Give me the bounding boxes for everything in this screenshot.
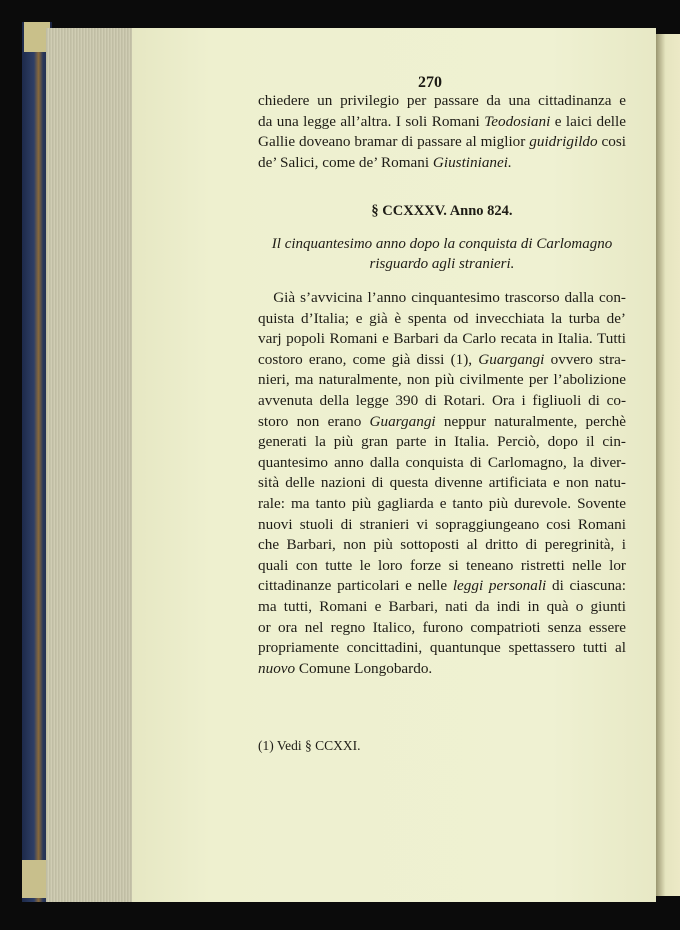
text-segment: sità delle nazioni di questa divenne artificiata e non natu- [258, 474, 626, 492]
text-segment: ma tutti, Romani e Barbari, nati da indi in quà o giunti [258, 597, 626, 615]
text-segment: quali con tutte le loro forze si teneano ristretti nelle lor [258, 556, 626, 574]
text-segment: Già s’avvicina l’anno cinquantesimo trascorso dalla con- [258, 289, 626, 306]
text-line [258, 91, 626, 112]
text-segment: ovvero stra- [544, 350, 626, 368]
section-heading: § CCXXXV. Anno 824. [371, 203, 513, 219]
text-segment: de’ Salici, come de’ Romani [258, 153, 433, 171]
footnote: (1) Vedi § CCXXI. [258, 738, 361, 753]
text-segment: propriamente concittadini, quantunque spettassero tutti al [258, 639, 626, 657]
text-segment: che Barbari, non più sottoposti al dritto di peregrinità, i [258, 536, 626, 554]
text-segment: storo non erano [258, 412, 370, 430]
text-line [258, 112, 626, 133]
text-segment: e laici delle [550, 112, 626, 130]
text-segment: cittadinanze particolari e nelle [258, 577, 453, 595]
text-segment: chiedere un privilegio per passare da una cittadinanza e [258, 92, 626, 109]
text-line [258, 432, 626, 453]
text-segment: di ciascuna: [546, 577, 626, 595]
text-line [258, 288, 626, 309]
text-segment: rale: ma tanto più gagliarda e tanto più durevole. Sovente [258, 494, 626, 512]
text-segment: generati la più gran parte in Italia. Perciò, dopo il cin- [258, 433, 626, 451]
italic-text: guidrigildo [529, 133, 598, 151]
subtitle-line-1: Il cinquantesimo anno dopo la conquista di Carlomagno [271, 236, 613, 252]
text-segment: quantesimo anno dalla conquista di Carlomagno, la diver- [258, 453, 626, 471]
text-line [258, 153, 626, 174]
top-paragraph [258, 91, 626, 173]
text-segment: Comune Longobardo. [295, 659, 433, 677]
text-segment: varj popoli Romani e Barbari da Carlo recata in Italia. Tutti [258, 330, 626, 348]
text-line [258, 515, 626, 536]
italic-text: nuovo [258, 659, 296, 677]
text-line [258, 618, 626, 639]
cover-corner-bottom [22, 860, 48, 898]
text-line [258, 535, 626, 556]
italic-text: Guargangi [478, 350, 545, 368]
italic-text: Teodosiani [484, 112, 551, 130]
text-line [258, 494, 626, 515]
text-line [258, 556, 626, 577]
text-segment: neppur naturalmente, perchè [435, 412, 626, 430]
text-segment: da una legge all’altra. I soli Romani [258, 112, 485, 130]
text-segment: nieri, ma naturalmente, non più civilmente per l’abolizione [258, 371, 626, 389]
text-line [258, 473, 626, 494]
text-line [258, 638, 626, 659]
page-number: 270 [418, 74, 442, 91]
text-segment: quista d’Italia; e già è spenta od invecchiata la turba de’ [258, 309, 626, 327]
text-line [258, 412, 626, 433]
section-subtitle [258, 234, 626, 274]
text-segment: costoro erano, come già dissi (1), [258, 350, 479, 368]
page-stack-edge [46, 28, 132, 902]
text-segment: cosi [597, 133, 627, 151]
italic-text: Guargangi [369, 412, 436, 430]
text-line [258, 576, 626, 597]
subtitle-line-2: risguardo agli stranieri. [369, 256, 515, 272]
main-paragraph [258, 288, 626, 679]
text-line [258, 309, 626, 330]
text-line [258, 597, 626, 618]
text-line [258, 370, 626, 391]
text-segment: nuovi stuoli di stranieri vi sopraggiungeano cosi Romani [258, 515, 626, 533]
text-line [258, 350, 626, 371]
text-line [258, 329, 626, 350]
text-segment: Gallie doveano bramar di passare al miglior [258, 133, 530, 151]
text-segment: or ora nel regno Italico, furono compatrioti senza essere [258, 618, 626, 636]
text-line [258, 132, 626, 153]
italic-text: Giustinianei. [432, 153, 512, 171]
text-line [258, 659, 626, 680]
text-line [258, 391, 626, 412]
text-line [258, 453, 626, 474]
text-segment: avvenuta della legge 390 di Rotari. Ora i figliuoli di co- [258, 391, 626, 409]
italic-text: leggi personali [452, 577, 547, 595]
next-page-edge [656, 34, 680, 896]
